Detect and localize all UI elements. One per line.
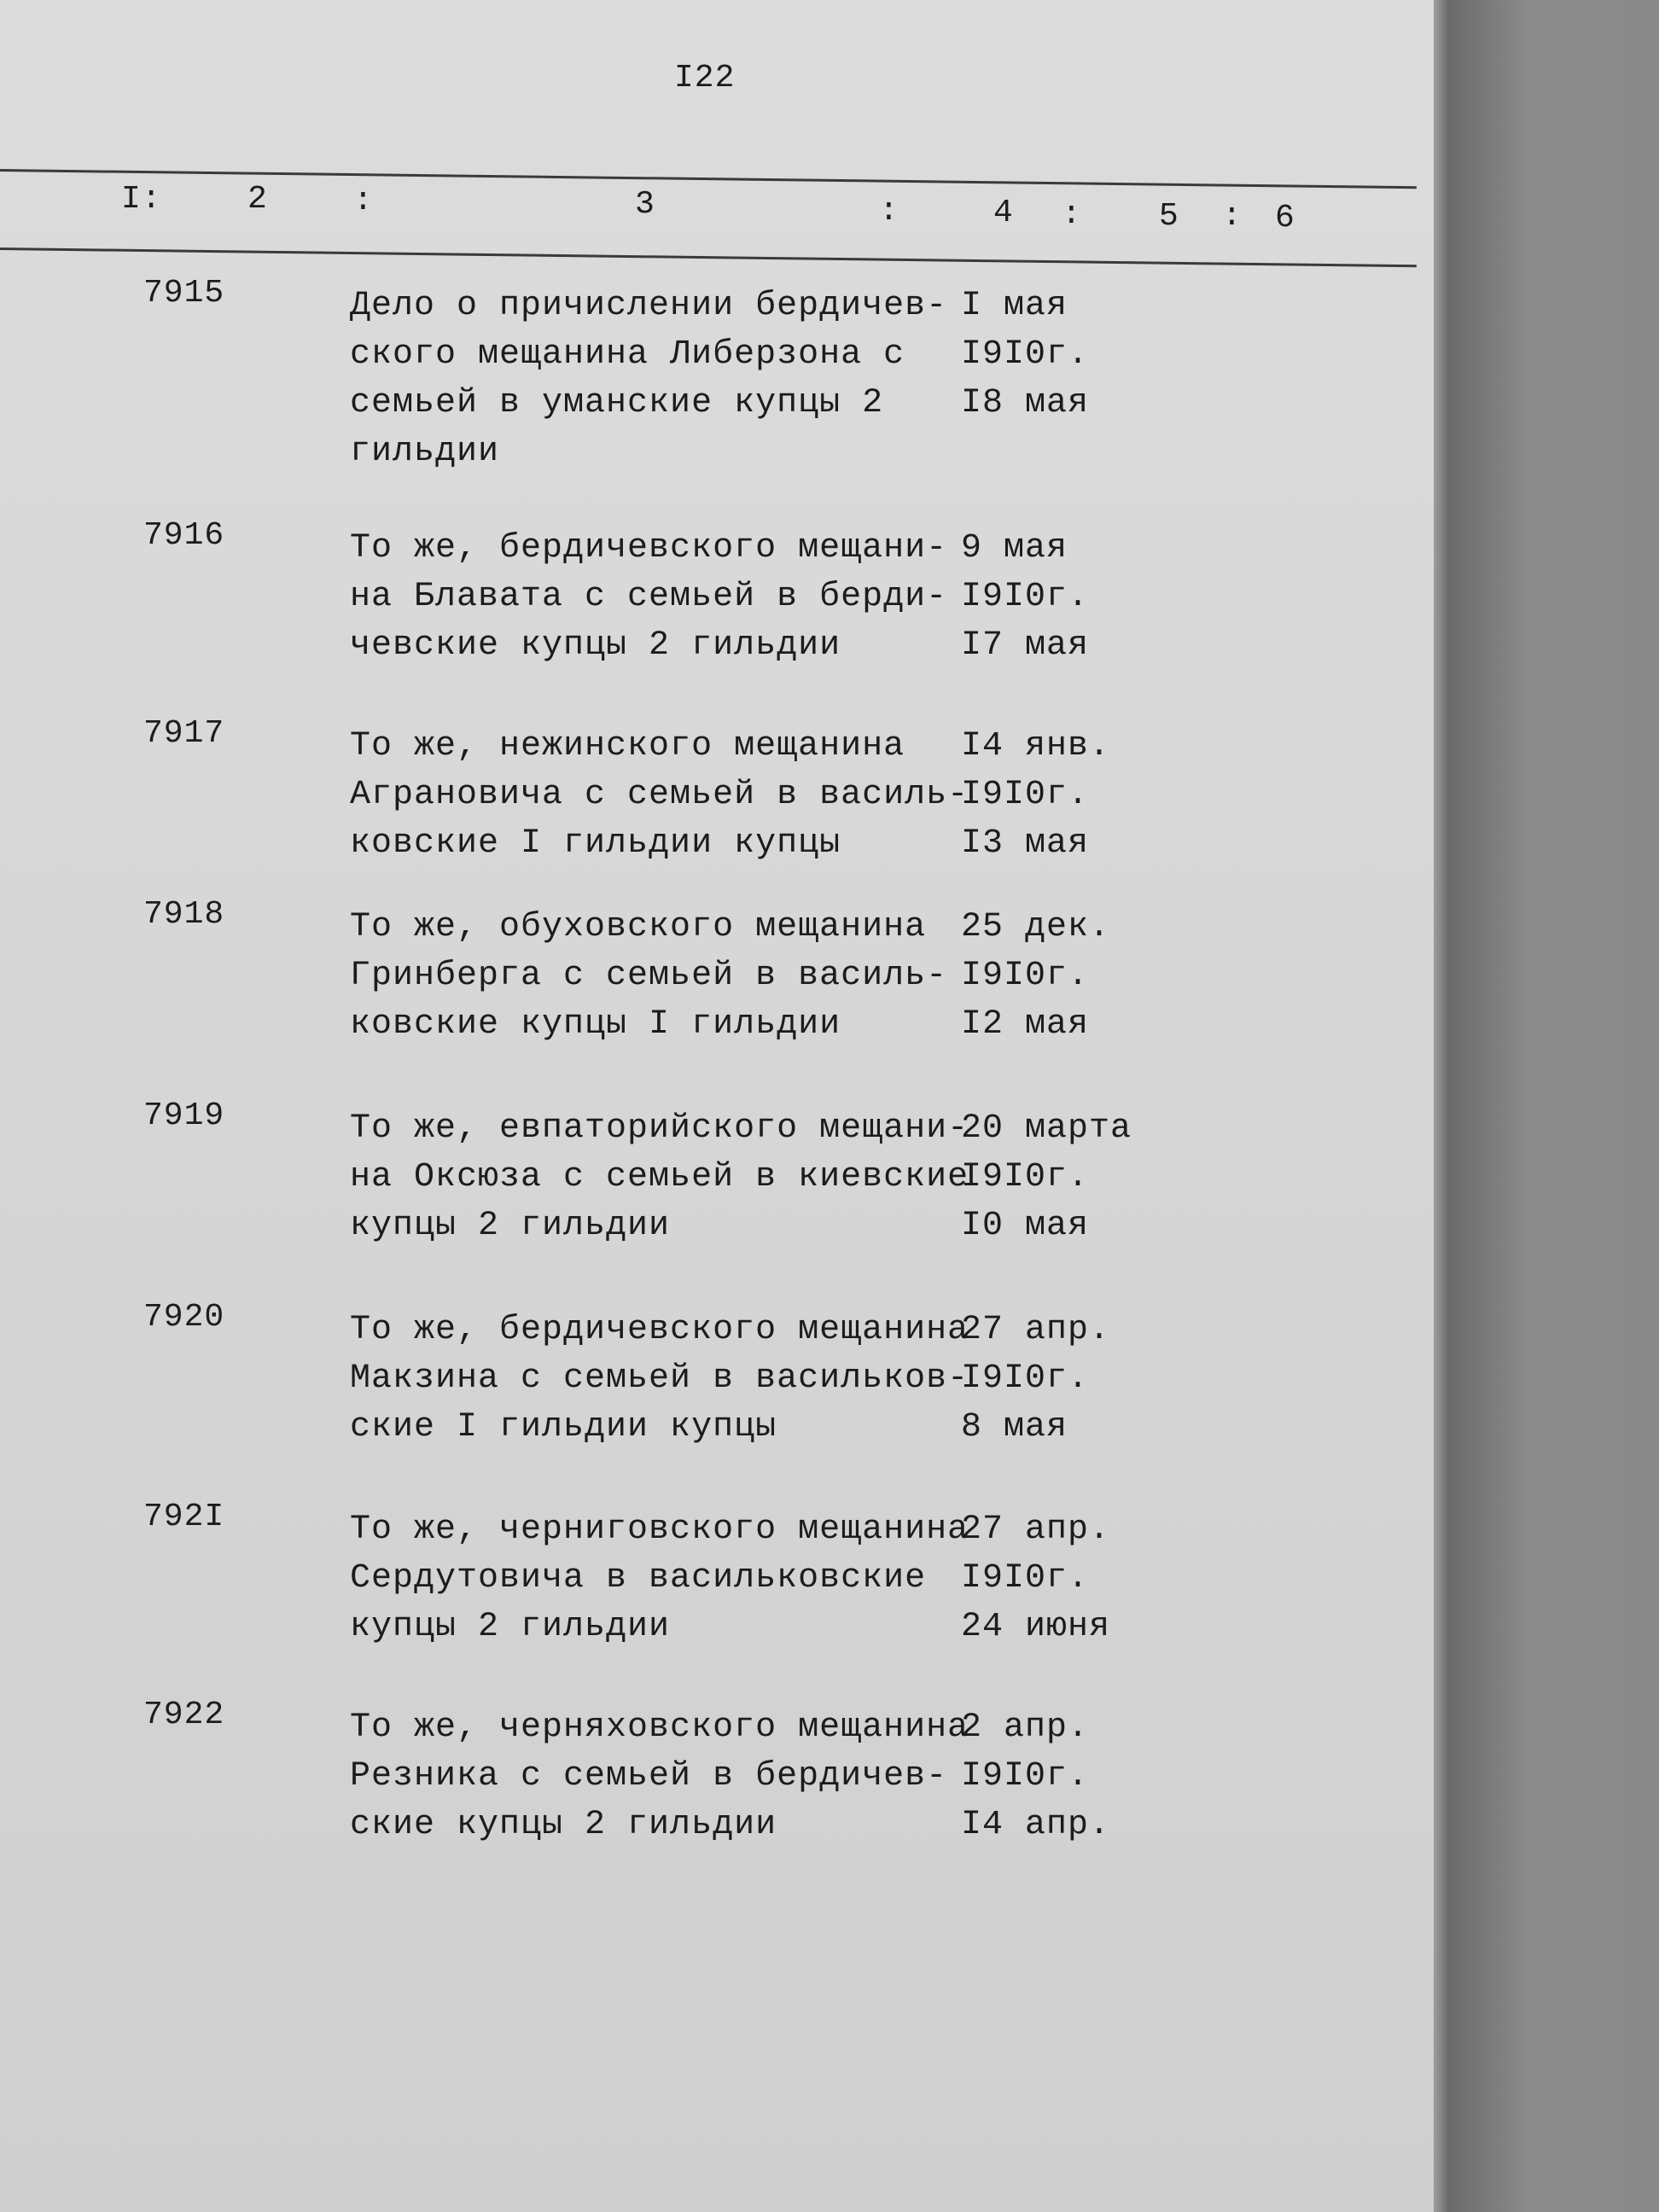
date-year: I9I0г.: [961, 335, 1090, 374]
title-line: семьей в уманские купцы 2: [350, 384, 884, 422]
date-year: I9I0г.: [961, 776, 1090, 814]
entry-number: 7919: [143, 1097, 225, 1134]
entry-number: 7922: [143, 1697, 225, 1733]
title-line: Дело о причислении бердичев-: [350, 287, 948, 325]
title-line: чевские купцы 2 гильдии: [350, 626, 841, 665]
column-separator: :: [1062, 196, 1082, 233]
entry-number: 7915: [143, 275, 225, 311]
entry-title: [350, 1104, 969, 1250]
entry-title: [350, 1505, 969, 1651]
title-line: Резника с семьей в бердичев-: [350, 1757, 948, 1796]
column-header-4: 4: [993, 195, 1014, 231]
title-line: То же, евпаторийского мещани-: [350, 1109, 969, 1148]
date-end: I0 мая: [961, 1207, 1090, 1245]
column-separator: :: [1222, 198, 1243, 235]
entry-number: 7918: [143, 896, 225, 933]
entry-dates: [961, 722, 1110, 868]
date-end: I7 мая: [961, 626, 1090, 665]
title-line: Сердутовича в васильковские: [350, 1559, 927, 1598]
background-surface: [1447, 0, 1659, 2212]
date-year: I9I0г.: [961, 1359, 1090, 1398]
date-year: I9I0г.: [961, 957, 1090, 995]
date-start: I4 янв.: [961, 727, 1111, 765]
entry-dates: [961, 1104, 1132, 1250]
title-line: Макзина с семьей в васильков-: [350, 1359, 969, 1398]
entry-dates: [961, 903, 1110, 1049]
title-line: ские I гильдии купцы: [350, 1408, 777, 1447]
entry-dates: [961, 282, 1089, 428]
entry-number: 7920: [143, 1299, 225, 1336]
column-header-3: 3: [635, 186, 655, 223]
title-line: на Блавата с семьей в берди-: [350, 578, 948, 616]
date-end: 24 июня: [961, 1608, 1111, 1646]
entry-title: [350, 903, 947, 1049]
entry-number: 7917: [143, 715, 225, 752]
entry-dates: [961, 524, 1089, 670]
title-line: ковские I гильдии купцы: [350, 824, 841, 863]
entry-title: [350, 1306, 969, 1452]
column-header-1: I:: [121, 181, 162, 218]
date-end: I2 мая: [961, 1005, 1090, 1044]
entry-title: [350, 282, 947, 476]
entry-dates: [961, 1306, 1110, 1452]
title-line: ские купцы 2 гильдии: [350, 1806, 777, 1844]
entry-title: [350, 1703, 969, 1849]
date-start: 20 марта: [961, 1109, 1132, 1148]
date-end: I4 апр.: [961, 1806, 1111, 1844]
entry-title: [350, 524, 947, 670]
entry-number: 7916: [143, 517, 225, 554]
title-line: То же, черниговского мещанина: [350, 1511, 969, 1549]
date-year: I9I0г.: [961, 1757, 1090, 1796]
date-year: I9I0г.: [961, 1559, 1090, 1598]
title-line: на Оксюза с семьей в киевские: [350, 1158, 969, 1196]
title-line: купцы 2 гильдии: [350, 1207, 671, 1245]
date-start: 27 апр.: [961, 1311, 1111, 1349]
date-year: I9I0г.: [961, 578, 1090, 616]
date-end: I3 мая: [961, 824, 1090, 863]
page-number: I22: [674, 60, 736, 96]
header-top-rule: [0, 169, 1417, 189]
entry-dates: [961, 1505, 1110, 1651]
column-header-5: 5: [1159, 198, 1179, 235]
column-separator: :: [353, 183, 374, 219]
title-line: ского мещанина Либерзона с: [350, 335, 905, 374]
date-start: 27 апр.: [961, 1511, 1111, 1549]
date-start: 25 дек.: [961, 908, 1111, 946]
date-end: I8 мая: [961, 384, 1090, 422]
date-start: 2 апр.: [961, 1708, 1090, 1747]
title-line: То же, обуховского мещанина: [350, 908, 927, 946]
column-header-6: 6: [1275, 200, 1295, 236]
title-line: купцы 2 гильдии: [350, 1608, 671, 1646]
title-line: То же, бердичевского мещани-: [350, 529, 948, 568]
title-line: То же, черняховского мещанина: [350, 1708, 969, 1747]
column-separator: :: [879, 193, 899, 230]
column-header-2: 2: [247, 181, 268, 218]
date-year: I9I0г.: [961, 1158, 1090, 1196]
title-line: Гринберга с семьей в василь-: [350, 957, 948, 995]
title-line: гильдии: [350, 433, 500, 471]
entry-number: 792I: [143, 1499, 225, 1535]
entry-title: [350, 722, 969, 868]
entry-dates: [961, 1703, 1110, 1849]
date-end: 8 мая: [961, 1408, 1068, 1447]
date-start: I мая: [961, 287, 1068, 325]
date-start: 9 мая: [961, 529, 1068, 568]
title-line: ковские купцы I гильдии: [350, 1005, 841, 1044]
title-line: То же, бердичевского мещанина: [350, 1311, 969, 1349]
title-line: То же, нежинского мещанина: [350, 727, 905, 765]
header-bottom-rule: [0, 247, 1417, 267]
title-line: Аграновича с семьей в василь-: [350, 776, 969, 814]
